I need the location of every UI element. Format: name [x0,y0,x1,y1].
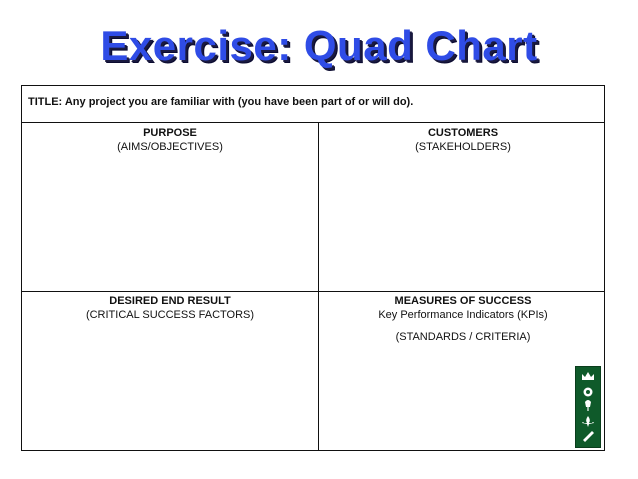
crest-emblems [576,367,600,447]
quadrant-heading: MEASURES OF SUCCESS [394,295,532,307]
leek-icon [583,431,594,442]
quadrant-subtitle: (STAKEHOLDERS) [415,141,511,153]
quadrant-customers [320,126,606,154]
quadrant-heading: CUSTOMERS [427,127,499,139]
slide-heading: Exercise: Quad Chart [100,22,538,69]
horizontal-divider [22,291,604,292]
thistle-icon [585,400,591,411]
quadrant-subtitle: Key Performance Indicators (KPIs) [378,309,548,321]
quadrant-subtitle: (STANDARDS / CRITERIA) [395,331,531,343]
chart-title-row: TITLE: Any project you are familiar with (you have been part of or will do). [22,86,604,123]
spacer [320,322,606,330]
quadrant-subtitle: (CRITICAL SUCCESS FACTORS) [85,309,255,321]
crown-icon [582,372,594,380]
vertical-divider [318,123,319,450]
fleur-de-lis-icon [582,416,594,427]
quad-chart [21,85,605,451]
quadrant-purpose [22,126,318,154]
rose-icon [584,388,593,397]
crest-logo [575,366,601,448]
quadrant-desired-end-result [22,294,318,322]
quadrant-heading: PURPOSE [143,127,197,139]
quadrant-subtitle: (AIMS/OBJECTIVES) [117,141,223,153]
quadrant-heading: DESIRED END RESULT [109,295,231,307]
quadrant-measures-of-success [320,294,606,344]
